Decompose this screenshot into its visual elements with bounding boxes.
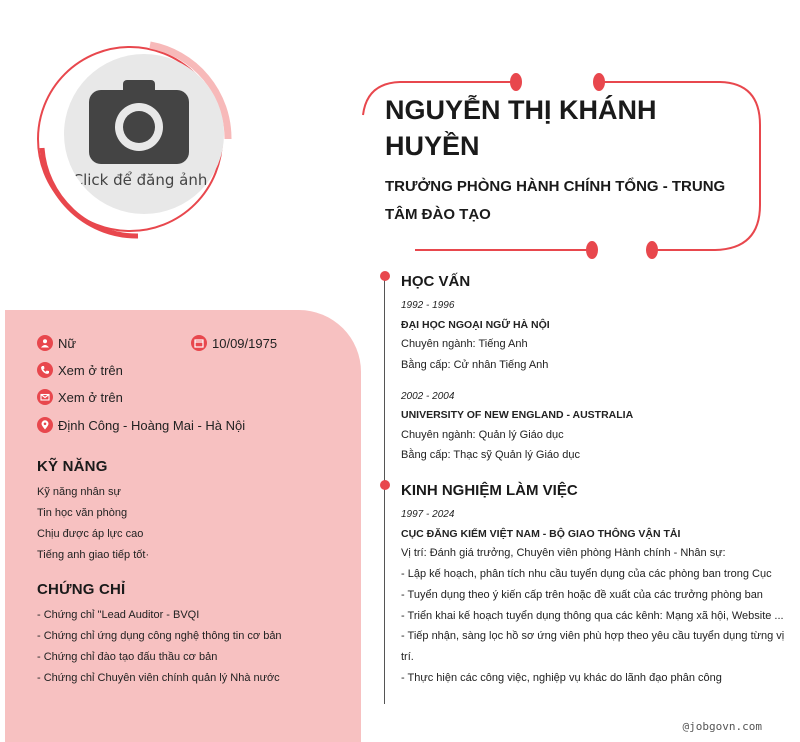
birthdate-value: 10/09/1975 [212,335,278,351]
email-row [37,389,123,405]
timeline-dot [380,480,390,490]
experience-task: - Thực hiện các công việc, nghiệp vụ khác do lãnh đạo phân công [401,672,722,684]
calendar-icon [191,335,207,351]
user-icon [37,335,53,351]
candidate-name: NGUYỄN THỊ KHÁNH HUYỀN [385,95,657,161]
education-title: HỌC VẤN [401,273,471,290]
education-degree: Bằng cấp: Cử nhân Tiếng Anh [401,359,549,371]
education-major: Chuyên ngành: Tiếng Anh [401,338,528,350]
birthdate-row [191,335,277,351]
experience-task: - Lập kế hoạch, phân tích nhu cầu tuyển dụng của các phòng ban trong Cục [401,568,772,580]
experience-title: KINH NGHIỆM LÀM VIỆC [401,482,578,499]
education-major: Chuyên ngành: Quản lý Giáo dục [401,429,564,441]
email-value: Xem ở trên [58,389,123,405]
location-icon [37,417,53,433]
experience-period: 1997 - 2024 [401,509,455,520]
email-icon [37,389,53,405]
experience-task: - Tiếp nhận, sàng lọc hồ sơ ứng viên phù hợp theo yêu cầu tuyển dụng từng vị [401,630,785,642]
education-school: UNIVERSITY OF NEW ENGLAND - AUSTRALIA [401,409,634,421]
experience-position: Vị trí: Đánh giá trưởng, Chuyên viên phòng Hành chính - Nhân sự: [401,547,726,559]
gender-value: Nữ [58,335,77,351]
skill-item: Chịu được áp lực cao [37,528,144,540]
education-period: 1992 - 1996 [401,300,455,311]
phone-row [37,362,123,378]
experience-company: CỤC ĐĂNG KIỂM VIỆT NAM - BỘ GIAO THÔNG VẬN TẢI [401,528,681,540]
certificates-title: CHỨNG CHỈ [37,581,126,598]
photo-upload-label[interactable]: Click để đăng ảnh [72,171,208,189]
education-degree: Bằng cấp: Thạc sỹ Quản lý Giáo dục [401,449,580,461]
skill-item: Tiếng anh giao tiếp tốt· [37,549,150,561]
avatar[interactable] [64,54,224,214]
address-value: Định Công - Hoàng Mai - Hà Nội [58,417,246,433]
timeline-dot [380,271,390,281]
experience-task: - Tuyển dụng theo ý kiến cấp trên hoặc đề xuất của các trưởng phòng ban [401,589,763,601]
skills-list [37,482,149,566]
watermark: @jobgovn.com [682,720,762,733]
education-school: ĐẠI HỌC NGOẠI NGỮ HÀ NỘI [401,319,550,331]
timeline-line [384,276,385,704]
skill-item: Kỹ năng nhân sự [37,486,121,498]
address-row [37,417,245,433]
skill-item: Tin học văn phòng [37,507,128,519]
candidate-title: TRƯỞNG PHÒNG HÀNH CHÍNH TỔNG - TRUNG TÂM ĐÀO TẠO [385,178,726,223]
skills-title: KỸ NĂNG [37,458,108,475]
experience-task: trí. [401,651,414,663]
phone-value: Xem ở trên [58,362,123,378]
certificate-item: - Chứng chỉ ứng dụng công nghệ thông tin cơ bản [37,630,282,642]
phone-icon [37,362,53,378]
camera-icon [89,78,189,166]
gender-row [37,335,76,351]
education-period: 2002 - 2004 [401,391,455,402]
certificate-item: - Chứng chỉ Chuyên viên chính quản lý Nhà nước [37,672,280,684]
certificate-item: - Chứng chỉ đào tạo đấu thầu cơ bản [37,651,218,663]
certificates-list [37,605,282,689]
experience-task: - Triển khai kế hoạch tuyển dụng thông qua các kênh: Mạng xã hội, Website ... [401,610,784,622]
certificate-item: - Chứng chỉ "Lead Auditor - BVQI [37,609,200,621]
